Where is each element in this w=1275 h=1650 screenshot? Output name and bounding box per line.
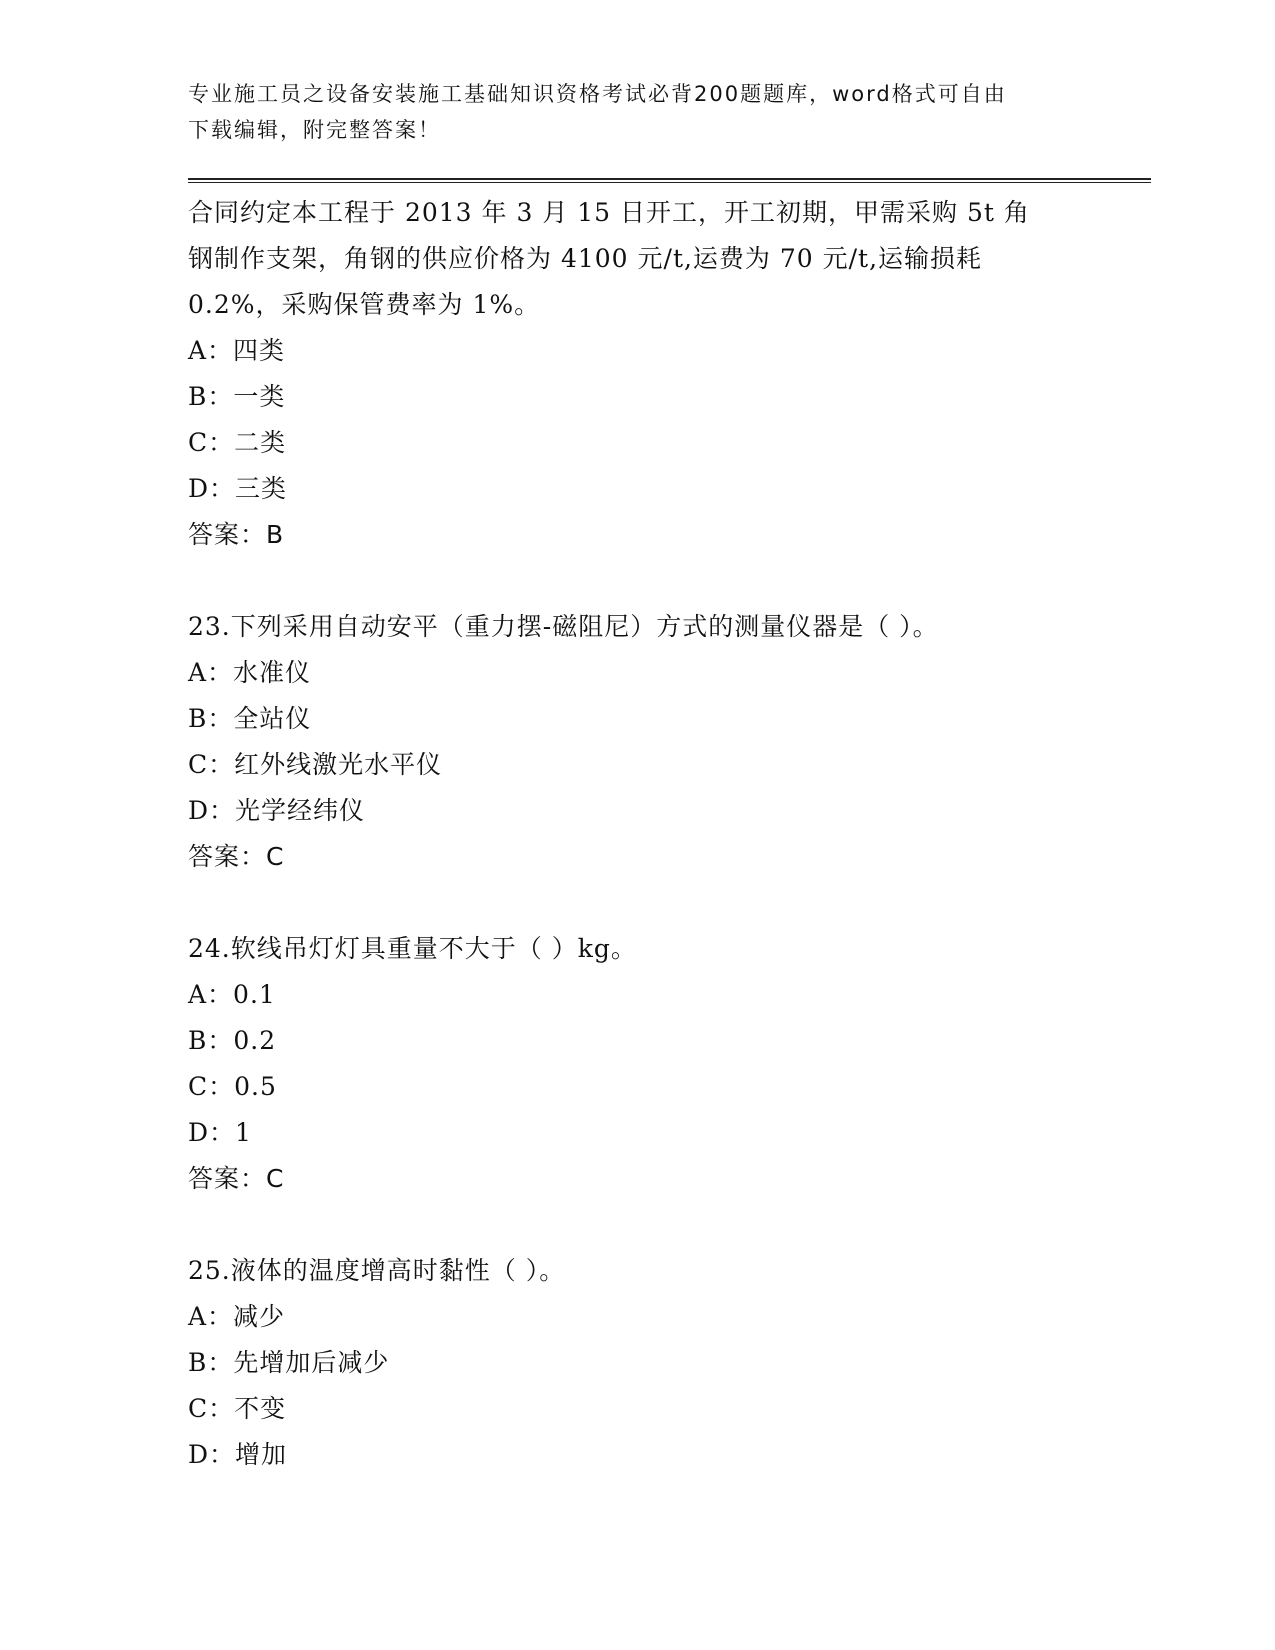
question-25 [188,1248,1088,1478]
option-c: C：红外线激光水平仪 [188,750,443,779]
option-c: C：不变 [188,1394,287,1423]
option-d: D：增加 [188,1440,288,1469]
option-b: B：一类 [188,382,286,411]
option-d: D：光学经纬仪 [188,796,366,825]
spacer [188,558,1088,604]
option-a: A：减少 [188,1302,286,1331]
option-a: A：水准仪 [188,658,312,687]
option-c: C：0.5 [188,1072,277,1101]
header-divider [188,178,1151,183]
question-22 [188,190,1088,558]
question-stem: 24.软线吊灯灯具重量不大于（ ）kg。 [188,934,637,963]
option-c: C：二类 [188,428,287,457]
option-b: B：先增加后减少 [188,1348,390,1377]
document-header [188,76,1068,148]
question-list [188,190,1088,1478]
question-23 [188,604,1088,880]
spacer [188,880,1088,926]
option-b: B：全站仪 [188,704,312,733]
answer: 答案：B [188,520,285,549]
answer: 答案：C [188,1164,285,1193]
option-a: A：0.1 [188,980,276,1009]
question-24 [188,926,1088,1202]
option-d: D：三类 [188,474,288,503]
question-stem: 0.2%，采购保管费率为 1%。 [188,290,541,319]
answer: 答案：C [188,842,285,871]
header-line-2: 下载编辑，附完整答案！ [188,118,441,142]
header-line-1: 专业施工员之设备安装施工基础知识资格考试必背200题题库，word格式可自由 [188,82,1007,106]
option-a: A：四类 [188,336,286,365]
option-b: B：0.2 [188,1026,277,1055]
question-stem: 钢制作支架，角钢的供应价格为 4100 元/t,运费为 70 元/t,运输损耗 [188,244,983,273]
question-stem: 合同约定本工程于 2013 年 3 月 15 日开工，开工初期，甲需采购 5t 角 [188,198,1030,227]
question-stem: 25.液体的温度增高时黏性（ ）。 [188,1256,566,1285]
spacer [188,1202,1088,1248]
question-stem: 23.下列采用自动安平（重力摆-磁阻尼）方式的测量仪器是（ ）。 [188,612,939,641]
option-d: D：1 [188,1118,252,1147]
